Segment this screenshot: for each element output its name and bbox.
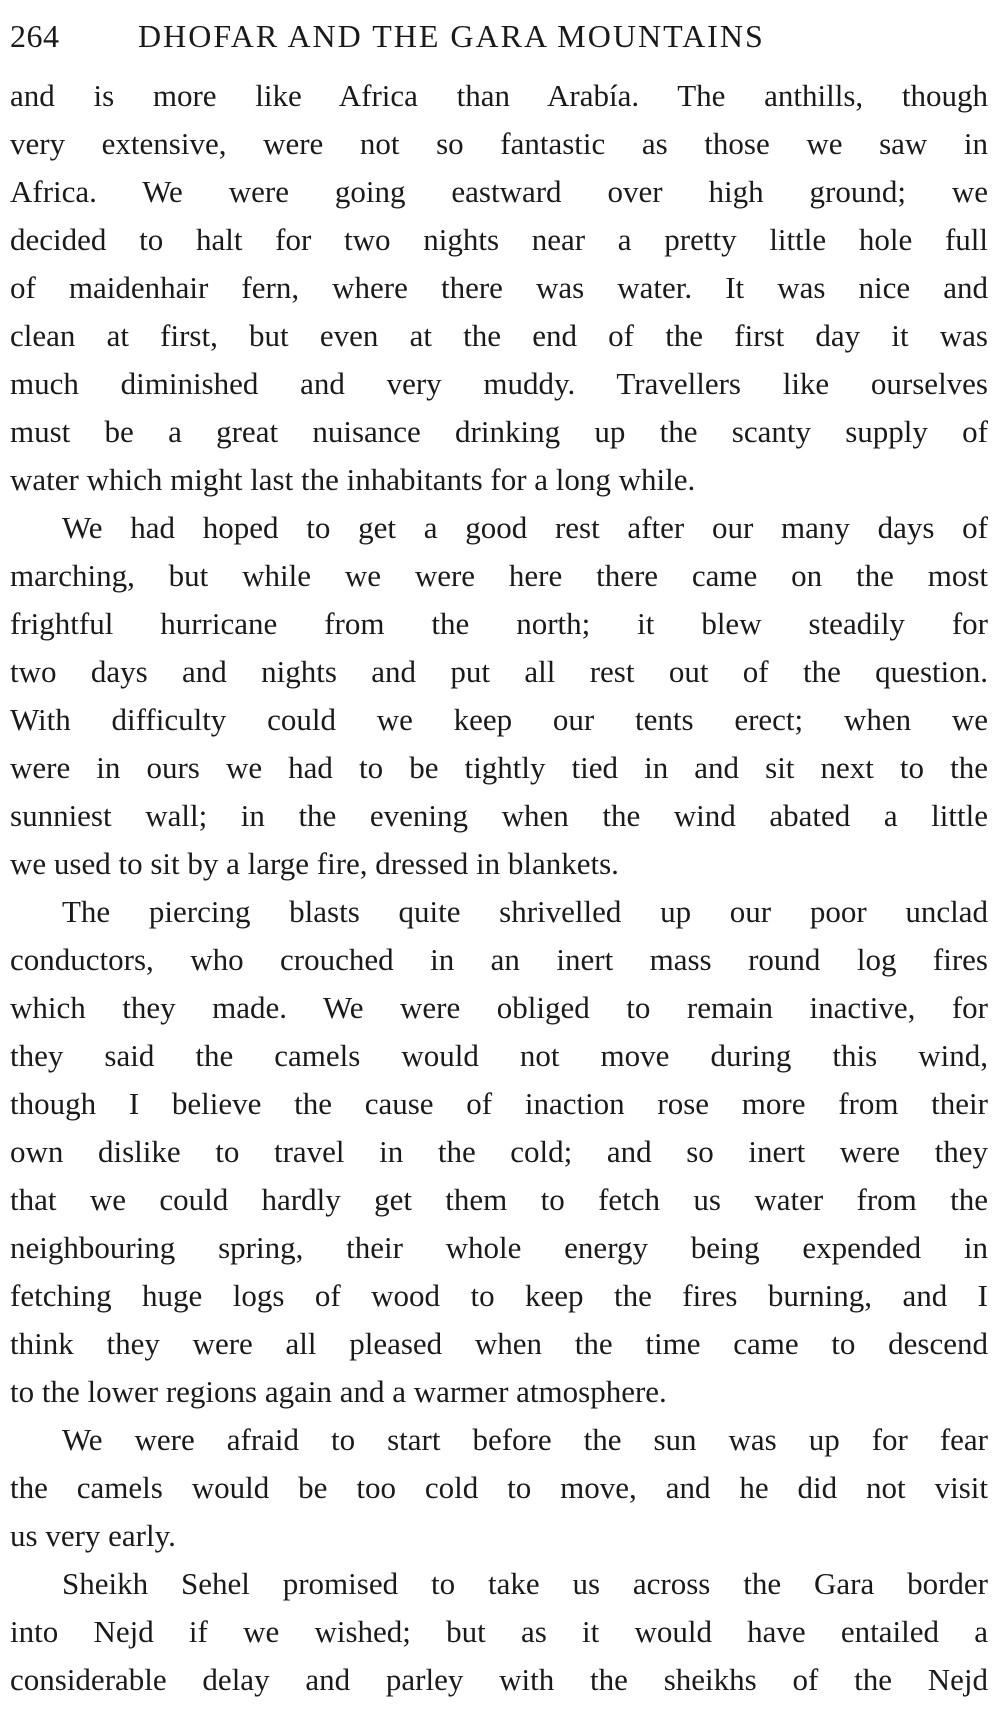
- text-line: We were afraid to start before the sun was up for fear: [62, 1422, 988, 1457]
- text-line: think they were all pleased when the time came to descend: [10, 1326, 988, 1361]
- text-line: though I believe the cause of inaction rose more from their: [10, 1086, 988, 1121]
- text-line: We had hoped to get a good rest after our many days of: [62, 510, 988, 545]
- text-line: marching, but while we were here there came on the most: [10, 558, 988, 593]
- text-line: and is more like Africa than Arabía. The anthills, though: [10, 78, 988, 113]
- text-line: sunniest wall; in the evening when the wind abated a little: [10, 798, 988, 833]
- book-page: [10, 0, 988, 1734]
- text-line: considerable delay and parley with the sheikhs of the Nejd: [10, 1662, 988, 1697]
- text-line: to the lower regions again and a warmer atmosphere.: [10, 1374, 667, 1409]
- text-line: much diminished and very muddy. Travellers like ourselves: [10, 366, 988, 401]
- text-line: into Nejd if we wished; but as it would have entailed a: [10, 1614, 988, 1649]
- text-line: us very early.: [10, 1518, 176, 1553]
- text-line: of maidenhair fern, where there was water. It was nice and: [10, 270, 988, 305]
- text-line: the camels would be too cold to move, and he did not visit: [10, 1470, 988, 1505]
- text-line: clean at first, but even at the end of the first day it was: [10, 318, 988, 353]
- text-line: water which might last the inhabitants for a long while.: [10, 462, 696, 497]
- running-title: DHOFAR AND THE GARA MOUNTAINS: [138, 18, 765, 54]
- text-line: decided to halt for two nights near a pretty little hole full: [10, 222, 988, 257]
- text-line: very extensive, were not so fantastic as those we saw in: [10, 126, 988, 161]
- body-text: [10, 72, 988, 1704]
- text-line: With difficulty could we keep our tents erect; when we: [10, 702, 988, 737]
- running-header: [10, 0, 988, 72]
- page-number: 264: [10, 18, 60, 54]
- text-line: they said the camels would not move during this wind,: [10, 1038, 988, 1073]
- text-line: which they made. We were obliged to remain inactive, for: [10, 990, 988, 1025]
- text-line: we used to sit by a large fire, dressed in blankets.: [10, 846, 619, 881]
- text-line: that we could hardly get them to fetch us water from the: [10, 1182, 988, 1217]
- text-line: frightful hurricane from the north; it blew steadily for: [10, 606, 988, 641]
- text-line: neighbouring spring, their whole energy being expended in: [10, 1230, 988, 1265]
- text-line: The piercing blasts quite shrivelled up our poor unclad: [62, 894, 988, 929]
- text-line: were in ours we had to be tightly tied in and sit next to the: [10, 750, 988, 785]
- text-line: two days and nights and put all rest out of the question.: [10, 654, 988, 689]
- text-line: Sheikh Sehel promised to take us across the Gara border: [62, 1566, 988, 1601]
- text-line: must be a great nuisance drinking up the scanty supply of: [10, 414, 988, 449]
- text-line: own dislike to travel in the cold; and so inert were they: [10, 1134, 988, 1169]
- text-line: fetching huge logs of wood to keep the fires burning, and I: [10, 1278, 988, 1313]
- text-line: conductors, who crouched in an inert mass round log fires: [10, 942, 988, 977]
- text-line: Africa. We were going eastward over high ground; we: [10, 174, 988, 209]
